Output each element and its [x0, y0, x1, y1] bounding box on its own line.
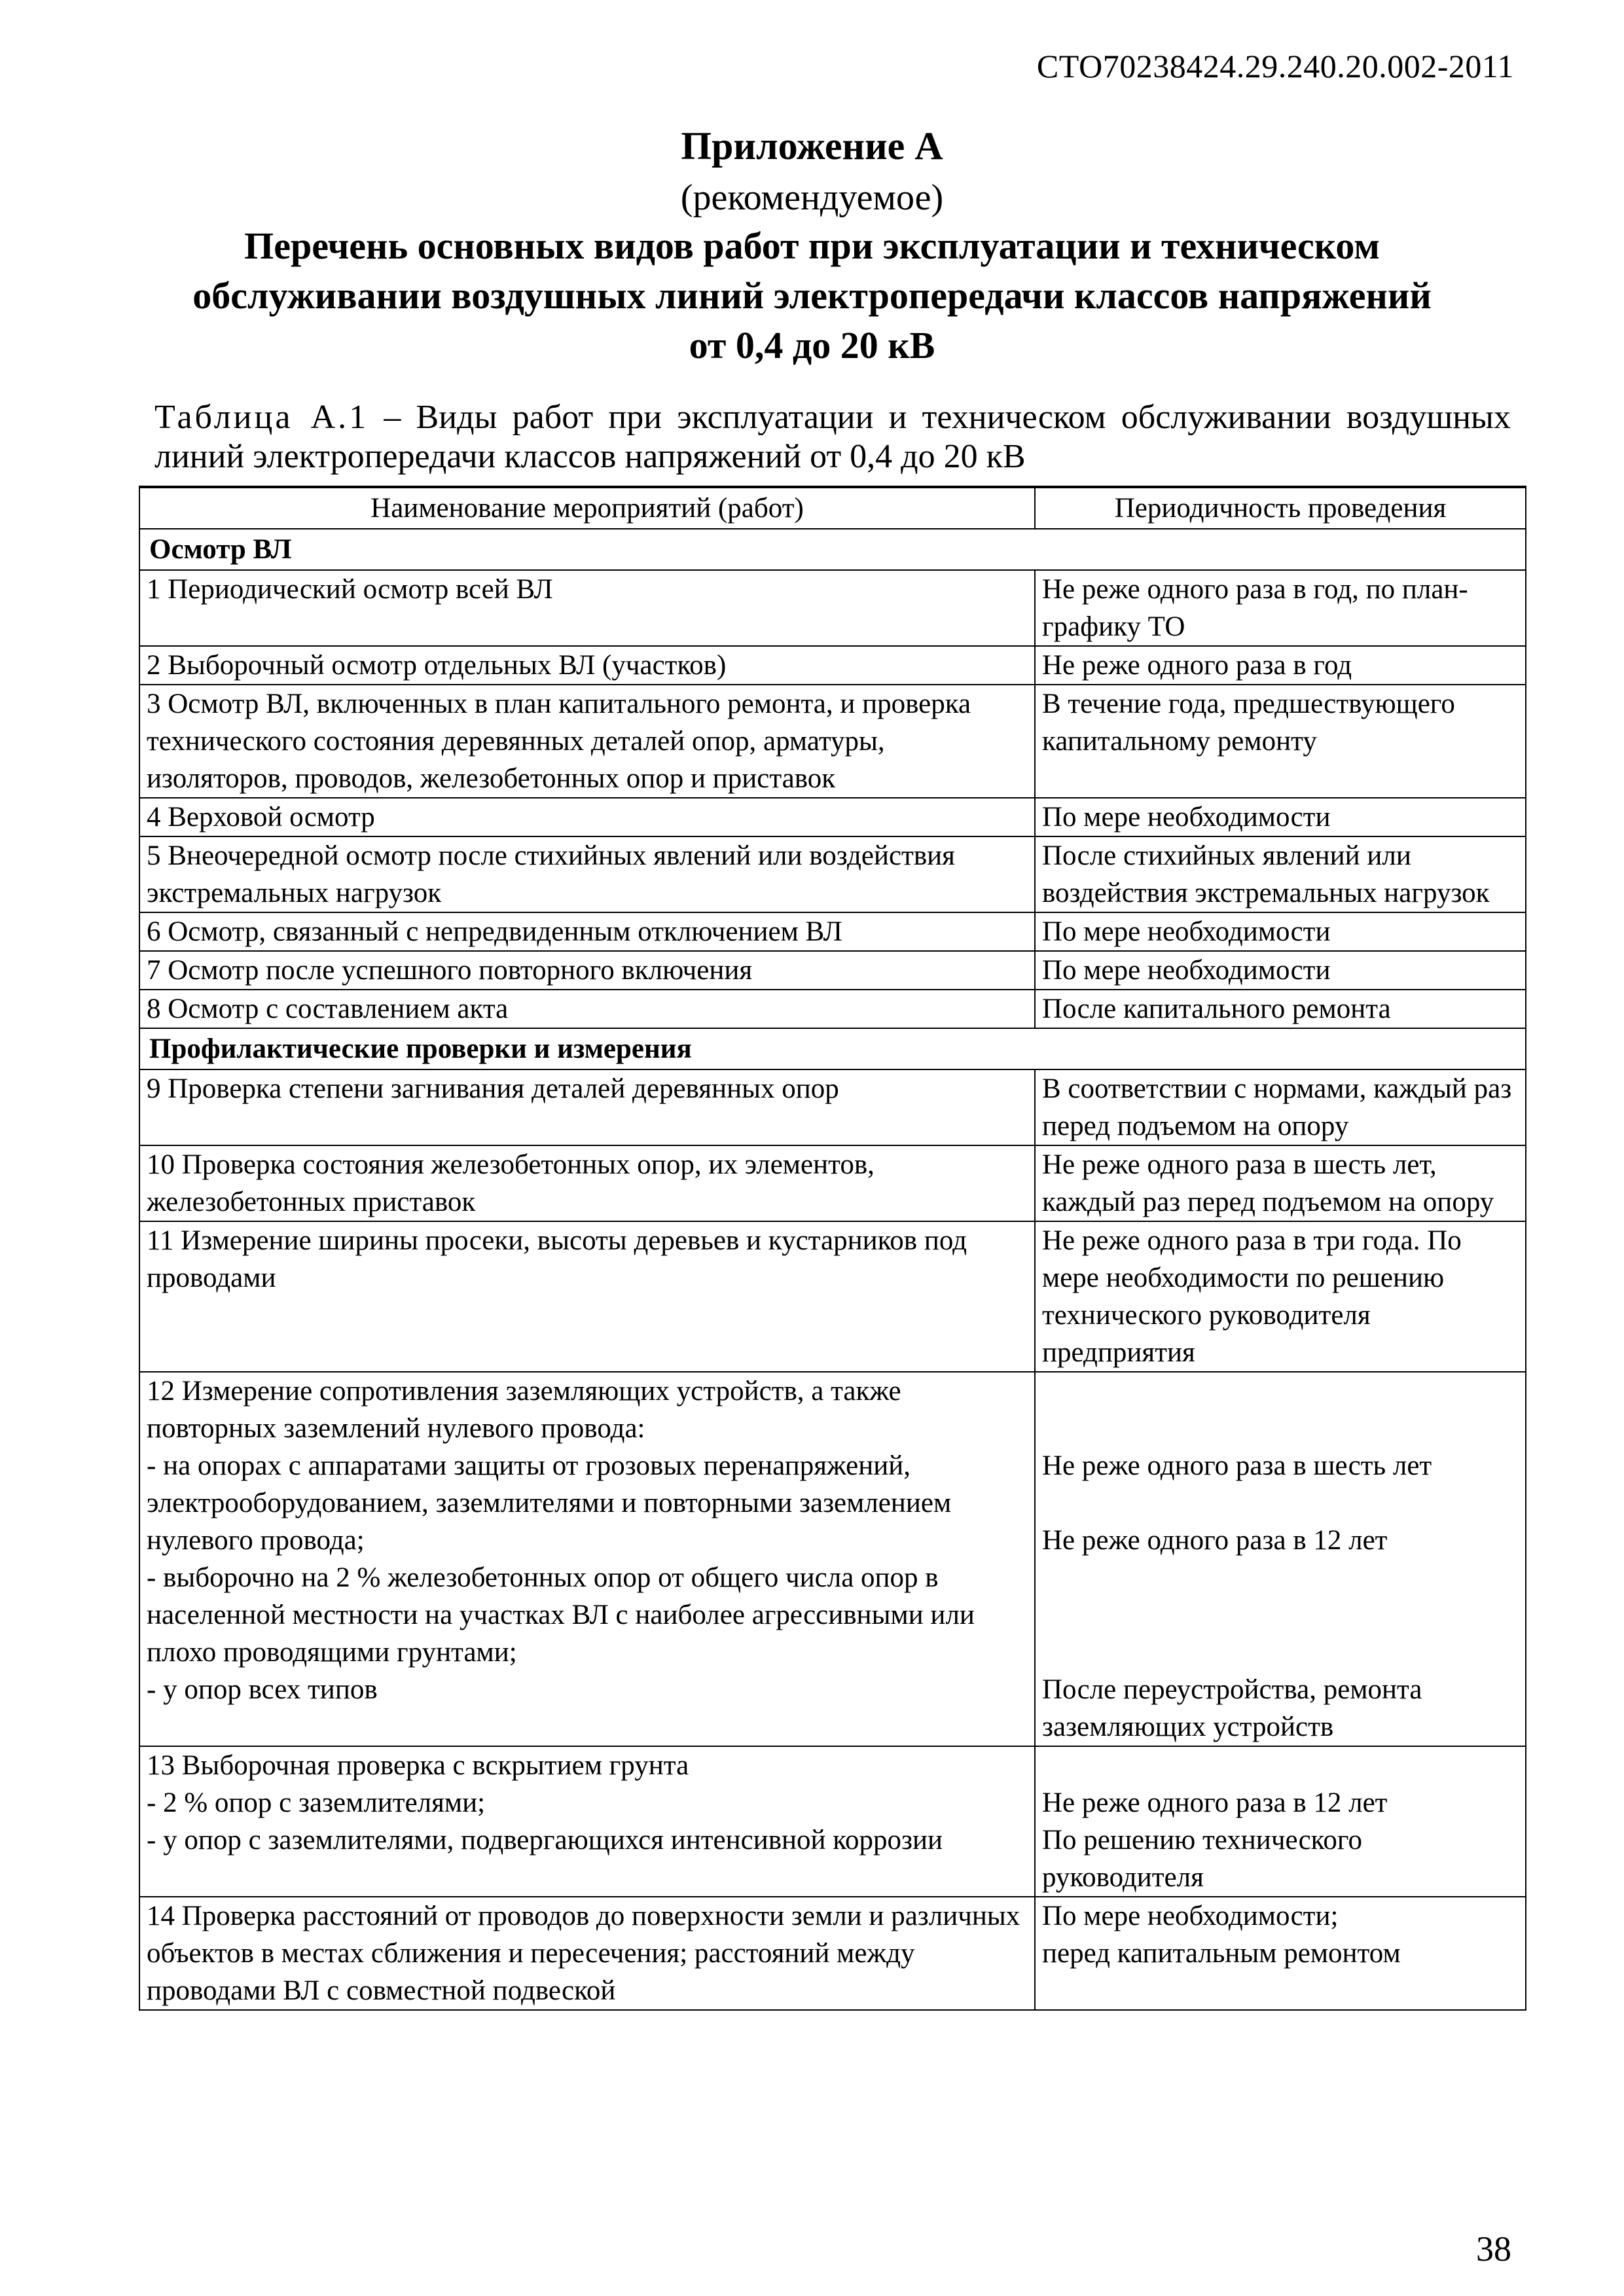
- period-cell: Не реже одного раза в шесть лет, каждый раз перед подъемом на опору: [1035, 1145, 1526, 1221]
- work-cell: 4 Верховой осмотр: [139, 798, 1035, 836]
- table-header-row: [139, 487, 1526, 529]
- work-cell: 2 Выборочный осмотр отдельных ВЛ (участков): [139, 646, 1035, 685]
- work-intro: 13 Выборочная проверка с вскрытием грунта: [147, 1750, 689, 1781]
- document-code: СТО70238424.29.240.20.002-2011: [1036, 48, 1514, 84]
- period-cell: Не реже одного раза в год: [1035, 646, 1526, 685]
- period-cell: После капитального ремонта: [1035, 990, 1526, 1028]
- table-row: [139, 1746, 1526, 1897]
- work-cell: 14 Проверка расстояний от проводов до поверхности земли и различных объектов в местах сближения и пересечения; расстояний между проводами ВЛ с совместной подвеской: [139, 1897, 1035, 2010]
- period-cell: В соответствии с нормами, каждый раз перед подъемом на опору: [1035, 1069, 1526, 1145]
- period-line: Не реже одного раза в 12 лет: [1042, 1787, 1388, 1818]
- appendix-note: (рекомендуемое): [680, 177, 944, 218]
- work-intro: 12 Измерение сопротивления заземляющих устройств, а также повторных заземлений нулевого провода:: [147, 1376, 901, 1444]
- work-cell: 1 Периодический осмотр всей ВЛ: [139, 570, 1035, 646]
- header-work: Наименование мероприятий (работ): [139, 487, 1035, 529]
- period-cell: После стихийных явлений или воздействия экстремальных нагрузок: [1035, 836, 1526, 912]
- work-bullet: - 2 % опор с заземлителями;: [147, 1787, 486, 1818]
- appendix-title: Приложение А: [681, 124, 943, 168]
- period-line: По решению технического руководителя: [1042, 1825, 1362, 1893]
- table-row: [139, 1372, 1526, 1746]
- period-cell: По мере необходимости: [1035, 951, 1526, 990]
- table-caption: [154, 398, 1511, 476]
- work-cell: 6 Осмотр, связанный с непредвиденным отключением ВЛ: [139, 912, 1035, 951]
- work-bullet: - на опорах с аппаратами защиты от грозовых перенапряжений, электрооборудованием, заземлителями и повторными заземлением нулевого провода;: [147, 1450, 952, 1556]
- table-row: [139, 951, 1526, 990]
- table-row: [139, 836, 1526, 912]
- period-line: Не реже одного раза в шесть лет: [1042, 1450, 1432, 1481]
- period-line: По мере необходимости;: [1042, 1901, 1339, 1931]
- period-cell: По мере необходимости: [1035, 798, 1526, 836]
- appendix-heading: [0, 118, 1624, 370]
- table-row: [139, 646, 1526, 685]
- work-cell: 7 Осмотр после успешного повторного включения: [139, 951, 1035, 990]
- work-cell: [139, 1746, 1035, 1897]
- work-bullet: - выборочно на 2 % железобетонных опор от общего числа опор в населенной местности на участках ВЛ с наиболее агрессивными или плохо проводящими грунтами;: [147, 1562, 975, 1668]
- table-row: [139, 1145, 1526, 1221]
- table-row: [139, 798, 1526, 836]
- table-row: [139, 1221, 1526, 1372]
- section-title: Профилактические проверки и измерения: [139, 1028, 1526, 1069]
- work-bullet: - у опор всех типов: [147, 1674, 378, 1705]
- period-line: перед капитальным ремонтом: [1042, 1938, 1401, 1969]
- section-row: [139, 529, 1526, 570]
- period-cell: В течение года, предшествующего капитальному ремонту: [1035, 685, 1526, 798]
- work-cell: 5 Внеочередной осмотр после стихийных явлений или воздействия экстремальных нагрузок: [139, 836, 1035, 912]
- table-row: [139, 990, 1526, 1028]
- period-line: После переустройства, ремонта заземляющих устройств: [1042, 1674, 1422, 1742]
- work-cell: [139, 1372, 1035, 1746]
- work-cell: 11 Измерение ширины просеки, высоты деревьев и кустарников под проводами: [139, 1221, 1035, 1372]
- work-cell: 10 Проверка состояния железобетонных опор, их элементов, железобетонных приставок: [139, 1145, 1035, 1221]
- period-cell: [1035, 1372, 1526, 1746]
- table-caption-label: Таблица А.1: [154, 399, 369, 436]
- table-row: [139, 912, 1526, 951]
- work-cell: 8 Осмотр с составлением акта: [139, 990, 1035, 1028]
- section-row: [139, 1028, 1526, 1069]
- period-cell: По мере необходимости: [1035, 912, 1526, 951]
- table-row: [139, 1069, 1526, 1145]
- work-cell: 3 Осмотр ВЛ, включенных в план капитального ремонта, и проверка технического состояния деревянных деталей опор, арматуры, изоляторов, проводов, железобетонных опор и приставок: [139, 685, 1035, 798]
- table-row: [139, 685, 1526, 798]
- period-cell: Не реже одного раза в три года. По мере необходимости по решению технического руководителя предприятия: [1035, 1221, 1526, 1372]
- period-line: Не реже одного раза в 12 лет: [1042, 1525, 1388, 1556]
- appendix-subject: Перечень основных видов работ при эксплуатации и техническом обслуживании воздушных линий электропередачи классов напряжений от 0,4 до 20 кВ: [192, 224, 1432, 367]
- page-number: 38: [1476, 2229, 1511, 2269]
- section-title: Осмотр ВЛ: [139, 529, 1526, 570]
- work-cell: 9 Проверка степени загнивания деталей деревянных опор: [139, 1069, 1035, 1145]
- period-cell: [1035, 1746, 1526, 1897]
- period-cell: [1035, 1897, 1526, 2010]
- header-period: Периодичность проведения: [1035, 487, 1526, 529]
- works-table: [139, 486, 1526, 2011]
- period-cell: Не реже одного раза в год, по план-графику ТО: [1035, 570, 1526, 646]
- table-row: [139, 570, 1526, 646]
- table-row: [139, 1897, 1526, 2010]
- table-caption-text: – Виды работ при эксплуатации и техническом обслуживании воздушных линий электропередачи классов напряжений от 0,4 до 20 кВ: [154, 399, 1511, 475]
- work-bullet: - у опор с заземлителями, подвергающихся интенсивной коррозии: [147, 1825, 943, 1856]
